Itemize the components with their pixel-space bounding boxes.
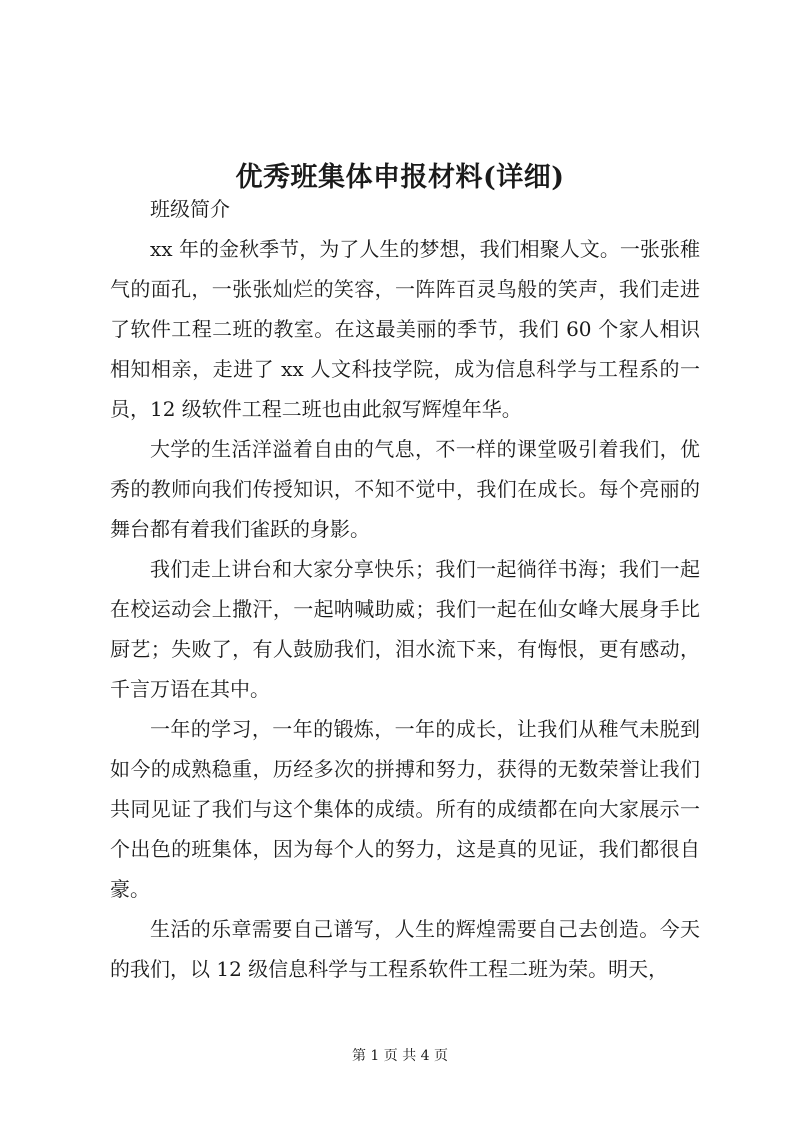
document-body (110, 189, 700, 989)
section-heading: 班级简介 (150, 197, 230, 221)
paragraph-5: 生活的乐章需要自己谱写，人生的辉煌需要自己去创造。今天的我们，以 12 级信息科学与工程系软件工程二班为荣。明天， (110, 917, 700, 981)
paragraph-4: 一年的学习，一年的锻炼，一年的成长，让我们从稚气未脱到如今的成熟稳重，历经多次的拼搏和努力，获得的无数荣誉让我们共同见证了我们与这个集体的成绩。所有的成绩都在向大家展示一个出色的班集体，因为每个人的努力，这是真的见证，我们都很自豪。 (110, 717, 700, 901)
document-title: 优秀班集体申报材料(详细) (235, 162, 565, 194)
paragraph-1: xx 年的金秋季节，为了人生的梦想，我们相聚人文。一张张稚气的面孔，一张张灿烂的笑容，一阵阵百灵鸟般的笑声，我们走进了软件工程二班的教室。在这最美丽的季节，我们 60 个家人相识相知相亲，走进了 xx 人文科技学院，成为信息科学与工程系的一员，12 级软件工程二班也由此叙写辉煌年华。 (110, 237, 700, 421)
paragraph-2: 大学的生活洋溢着自由的气息，不一样的课堂吸引着我们，优秀的教师向我们传授知识，不知不觉中，我们在成长。每个亮丽的舞台都有着我们雀跃的身影。 (110, 437, 700, 541)
paragraph-3: 我们走上讲台和大家分享快乐；我们一起徜徉书海；我们一起在校运动会上撒汗，一起呐喊助威；我们一起在仙女峰大展身手比厨艺；失败了，有人鼓励我们，泪水流下来，有悔恨，更有感动，千言万语在其中。 (110, 557, 700, 701)
page-number-footer: 第 1 页 共 4 页 (351, 1048, 449, 1064)
